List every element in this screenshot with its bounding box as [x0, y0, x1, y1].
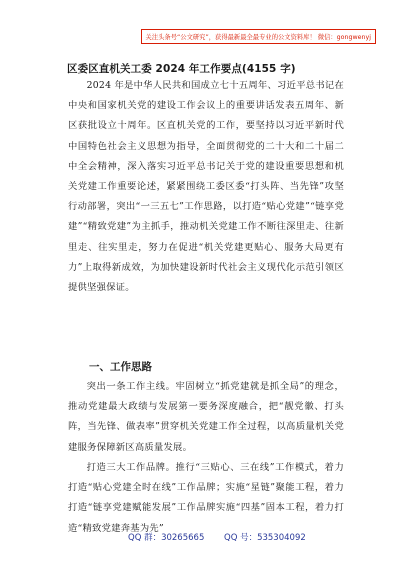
section-paragraph-1: 突出一条工作主线。牢固树立“抓党建就是抓全局”的理念，推动党建最大政绩与发展第一要务深度融合，把“靓党徽、打头阵，当先锋、做表率”贯穿机关党建工作全过程，以高质量机关党建服务保障新区高质量发展。 — [68, 381, 344, 453]
promo-banner: 关注头条号“公文研究”，获得最新最全最专业的公文资料库！ 微信：gongwenyj — [141, 29, 376, 44]
page-title: 区委区直机关工委 2024 年工作要点(4155 字) — [67, 63, 296, 75]
qq-group-label: QQ 群：30265665 — [128, 533, 205, 543]
page-footer — [0, 531, 408, 547]
intro-paragraph: 2024 年是中华人民共和国成立七十五周年、习近平总书记在中央和国家机关党的建设工作会议上的重要讲话发表五周年、新区获批设立十周年。区直机关党的工作，要坚持以习近平新时代中国特色社会主义思想为指导，全面贯彻党的二十大和二十届二中全会精神，深入落实习近平总书记关于党的建设重要思想和机关党建工作重要论述，紧紧围绕工委区委“打头阵、当先锋”攻坚行动部署，突出“一三五七”工作思路，以打造“贴心党建”“链享党建”“精致党建”为主抓手，推动机关党建工作不断往深里走、往新里走、往实里走，努力在促进“机关党建更贴心、服务大局更有力”上取得新成效，为加快建设新时代社会主义现代化示范引领区提供坚强保证。 — [68, 80, 344, 294]
section-heading: 一、工作思路 — [89, 361, 152, 373]
section-paragraph-2: 打造三大工作品牌。推行“三贴心、三在线”工作模式，着力打造“贴心党建全时在线”工作品牌；实施“星链”聚能工程，着力打造“链享党建赋能发展”工作品牌实施“四基”固本工程，着力打造“精致党建奔基为先” — [68, 462, 344, 534]
qq-number-label: QQ 号：535304092 — [224, 533, 306, 543]
